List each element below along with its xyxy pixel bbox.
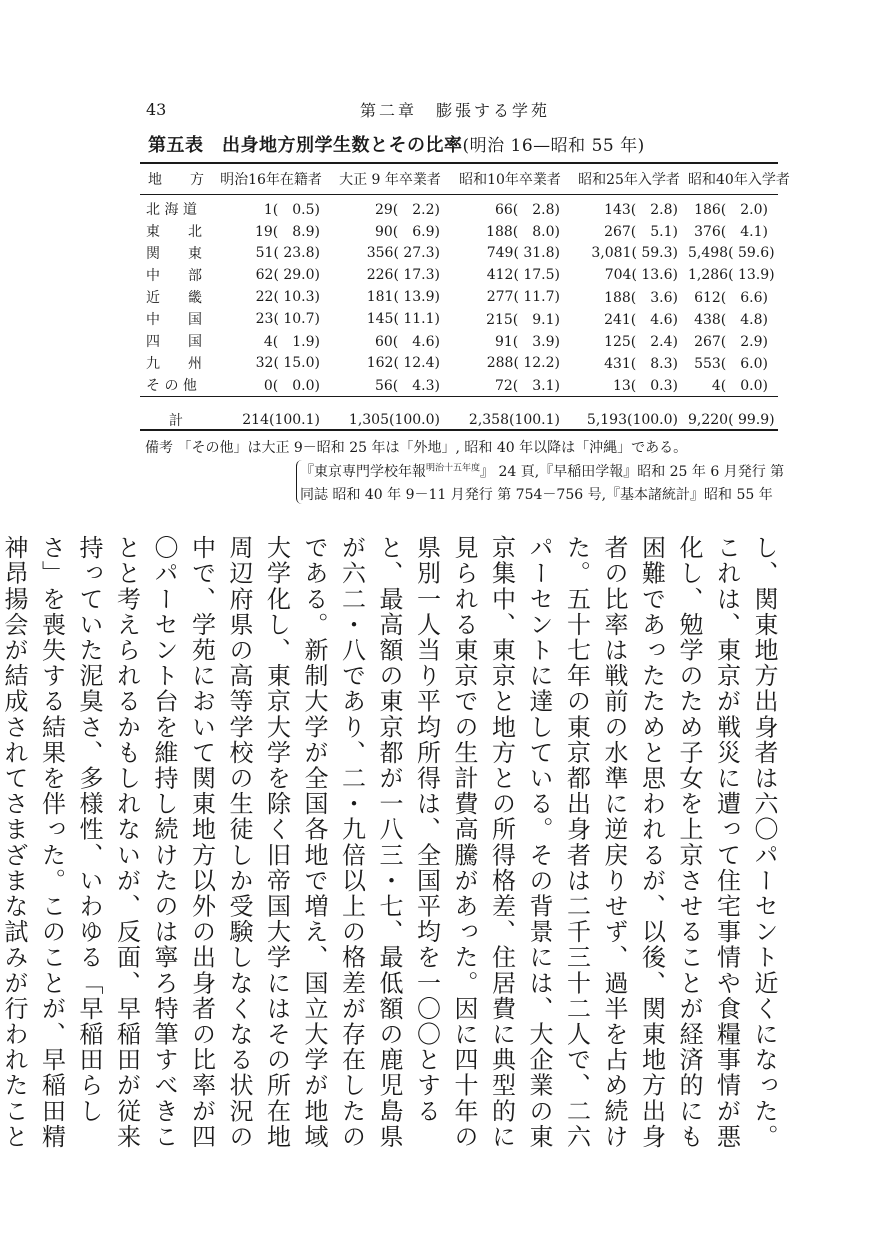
total-value-cell: 5,193(100.0) bbox=[586, 412, 678, 428]
table-title bbox=[148, 131, 645, 157]
source-text-a: 『東京専門学校年報 bbox=[300, 464, 426, 480]
region-column-header: 地 方 bbox=[148, 172, 204, 188]
value-cell: 5,498( 59.6) bbox=[688, 245, 775, 261]
page-number: 43 bbox=[146, 100, 167, 119]
value-cell: 267( 2.9) bbox=[694, 334, 768, 350]
value-cell: 56( 4.3) bbox=[374, 378, 440, 394]
table-row bbox=[140, 220, 778, 242]
value-cell: 412( 17.5) bbox=[486, 267, 560, 283]
value-cell: 13( 0.3) bbox=[612, 378, 678, 394]
region-cell: 四 国 bbox=[146, 334, 202, 350]
source-text-b: 』 24 頁,『早稲田学報』昭和 25 年 6 月発行 第 bbox=[480, 464, 785, 480]
region-cell: 関 東 bbox=[146, 246, 202, 262]
value-cell: 91( 3.9) bbox=[494, 334, 560, 350]
table-header-row bbox=[140, 164, 778, 194]
value-cell: 19( 8.9) bbox=[254, 224, 320, 240]
value-cell: 188( 3.6) bbox=[604, 290, 678, 306]
table-row bbox=[140, 198, 778, 220]
region-cell: 東 北 bbox=[146, 224, 202, 240]
value-cell: 288( 12.2) bbox=[486, 355, 560, 371]
value-cell: 4( 1.9) bbox=[263, 334, 320, 350]
table-row bbox=[140, 308, 778, 330]
value-cell: 90( 6.9) bbox=[374, 224, 440, 240]
value-cell: 241( 4.6) bbox=[604, 312, 678, 328]
value-cell: 72( 3.1) bbox=[494, 378, 560, 394]
value-cell: 431( 8.3) bbox=[604, 356, 678, 372]
value-cell: 0( 0.0) bbox=[263, 378, 320, 394]
value-cell: 226( 17.3) bbox=[366, 267, 440, 283]
table-row bbox=[140, 286, 778, 308]
student-origin-table bbox=[140, 164, 790, 436]
region-cell: 中 部 bbox=[146, 268, 202, 284]
table-title-note: (明治 16—昭和 55 年) bbox=[462, 136, 645, 156]
value-cell: 143( 2.8) bbox=[604, 202, 678, 218]
total-value-cell: 214(100.1) bbox=[242, 412, 320, 428]
total-value-cell: 9,220( 99.9) bbox=[688, 412, 775, 428]
value-cell: 356( 27.3) bbox=[366, 245, 440, 261]
value-cell: 553( 6.0) bbox=[694, 356, 768, 372]
source-small-top: 明治十 bbox=[426, 463, 454, 474]
region-cell: 北 海 道 bbox=[146, 202, 197, 218]
value-cell: 1,286( 13.9) bbox=[688, 267, 775, 283]
value-cell: 29( 2.2) bbox=[374, 202, 440, 218]
value-cell: 23( 10.7) bbox=[255, 311, 320, 327]
value-cell: 267( 5.1) bbox=[604, 224, 678, 240]
value-cell: 186( 2.0) bbox=[694, 202, 768, 218]
total-value-cell: 1,305(100.0) bbox=[348, 412, 440, 428]
table-row bbox=[140, 330, 778, 352]
value-cell: 3,081( 59.3) bbox=[591, 245, 678, 261]
value-cell: 125( 2.4) bbox=[604, 334, 678, 350]
column-header: 昭和40年入学者 bbox=[688, 172, 790, 188]
region-cell: 九 州 bbox=[146, 356, 202, 372]
value-cell: 181( 13.9) bbox=[366, 289, 440, 305]
value-cell: 376( 4.1) bbox=[694, 224, 768, 240]
region-cell: そ の 他 bbox=[146, 378, 197, 394]
column-header: 大正 9 年卒業者 bbox=[339, 172, 441, 188]
running-header: 第二章 膨張する学苑 bbox=[360, 101, 551, 120]
region-cell: 中 国 bbox=[146, 312, 202, 328]
column-header: 昭和25年入学者 bbox=[578, 172, 680, 188]
value-cell: 277( 11.7) bbox=[486, 289, 560, 305]
table-note-remark: 備考 「その他」は大正 9－昭和 25 年は「外地」, 昭和 40 年以降は「沖縄」である。 bbox=[145, 440, 688, 456]
value-cell: 62( 29.0) bbox=[255, 267, 320, 283]
total-value-cell: 2,358(100.1) bbox=[468, 412, 560, 428]
column-header: 昭和10年卒業者 bbox=[459, 172, 561, 188]
table-row bbox=[140, 374, 778, 396]
total-label: 計 bbox=[169, 413, 183, 429]
value-cell: 704( 13.6) bbox=[604, 267, 678, 283]
value-cell: 32( 15.0) bbox=[255, 355, 320, 371]
table-row bbox=[140, 264, 778, 286]
value-cell: 162( 12.4) bbox=[366, 355, 440, 371]
value-cell: 145( 11.1) bbox=[366, 311, 440, 327]
value-cell: 188( 8.0) bbox=[486, 224, 560, 240]
value-cell: 1( 0.5) bbox=[263, 202, 320, 218]
table-row bbox=[140, 352, 778, 374]
table-title-main: 第五表 出身地方別学生数とその比率 bbox=[148, 135, 463, 156]
table-total-row bbox=[140, 400, 778, 436]
table-note-source-2: 同誌 昭和 40 年 9－11 月発行 第 754－756 号,『基本諸統計』昭和 55 年 bbox=[300, 487, 773, 503]
value-cell: 51( 23.8) bbox=[255, 245, 320, 261]
value-cell: 4( 0.0) bbox=[711, 378, 768, 394]
value-cell: 22( 10.3) bbox=[255, 289, 320, 305]
table-row bbox=[140, 242, 778, 264]
table-note-source-1 bbox=[300, 461, 784, 481]
value-cell: 438( 4.8) bbox=[694, 312, 768, 328]
body-paragraph: し、関東地方出身者は六〇パーセント近くになった。これは、東京が戦災に遭って住宅事情や食糧事情が悪化し、勉学のため子女を上京させることが経済的にも困難であったためと思われるが、以後、関東地方出身者の比率は戦前の水準に逆戻りせず、過半を占め続けた。五十七年の東京都出身者は二千三十二人で、二六パーセントに達している。その背景には、大企業の東京集中、東京と地方との所得格差、住居費に典型的に見られる東京での生計費高騰があった。因に四十年の県別一人当り平均所得は、全国平均を一〇〇とすると、最高額の東京都が一八三・七、最低額の鹿児島県が六二・八であり、二・九倍以上の格差が存在したのである。新制大学が全国各地で増え、国立大学が地域大学化し、東京大学を除く旧帝国大学にはその所在地周辺府県の高等学校の生徒しか受験しなくなる状況の中で、学苑において関東地方以外の出身者の比率が四〇パーセント台を維持し続けたのは寧ろ特筆すべきことと考えられるかもしれないが、反面、早稲田が従来持っていた泥臭さ、多様性、いわゆる「早稲田らしさ」を喪失する結果を伴った。このことが、早稲田精神昂揚会が結成されてさまざまな試みが行われたこと bbox=[0, 535, 778, 1150]
value-cell: 749( 31.8) bbox=[486, 245, 560, 261]
value-cell: 66( 2.8) bbox=[494, 202, 560, 218]
body-text-vertical bbox=[0, 535, 782, 1155]
region-cell: 近 畿 bbox=[146, 290, 202, 306]
value-cell: 215( 9.1) bbox=[486, 312, 560, 328]
column-header: 明治16年在籍者 bbox=[220, 172, 322, 188]
value-cell: 612( 6.6) bbox=[694, 290, 768, 306]
source-small-bottom: 五年度 bbox=[453, 463, 481, 474]
value-cell: 60( 4.6) bbox=[374, 334, 440, 350]
